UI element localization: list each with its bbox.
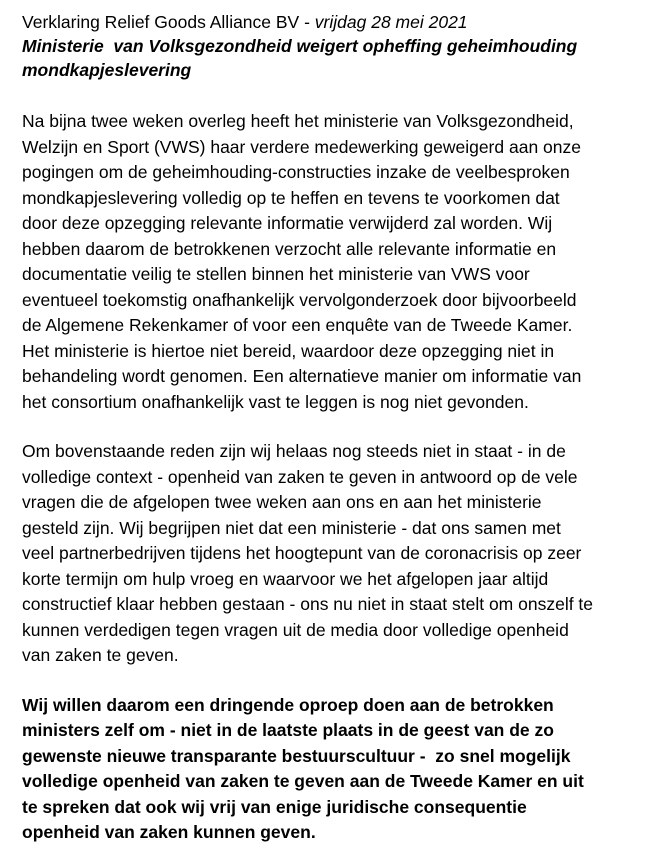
paragraph-line: vragen die de afgelopen twee weken aan ons en aan het ministerie [22, 492, 542, 512]
paragraph-line: Na bijna twee weken overleg heeft het ministerie van Volksgezondheid, [22, 111, 574, 131]
paragraph-line: gewenste nieuwe transparante bestuurscultuur - zo snel mogelijk [22, 745, 571, 766]
paragraph-line: Wij willen daarom een dringende oproep doen aan de betrokken [22, 694, 554, 715]
paragraph-line: constructief klaar hebben gestaan - ons nu niet in staat stelt om onszelf te [22, 594, 594, 614]
paragraph-line: volledige openheid van zaken te geven aan de Tweede Kamer en uit [22, 771, 584, 791]
paragraph-line: het consortium onafhankelijk vast te leggen is nog niet gevonden. [22, 391, 529, 412]
press-statement [22, 10, 637, 846]
headline-line: mondkapjeslevering [22, 60, 192, 80]
paragraph-line: volledige context - openheid van zaken te geven in antwoord op de vele [22, 466, 578, 487]
paragraph-line: door deze opzegging relevante informatie verwijderd zal worden. Wij [22, 213, 553, 233]
headline [22, 34, 637, 82]
paragraph-line: van zaken te geven. [22, 645, 179, 665]
paragraph-line: te spreken dat ook wij vrij van enige juridische consequentie [22, 796, 527, 817]
paragraph-line: veel partnerbedrijven tijdens het hoogtepunt van de coronacrisis op zeer [22, 543, 582, 563]
paragraph-line: pogingen om de geheimhouding-constructies inzake de veelbesproken [22, 162, 570, 182]
paragraph-line: documentatie veilig te stellen binnen het ministerie van VWS voor [22, 264, 530, 284]
paragraph-line: Om bovenstaande reden zijn wij helaas nog steeds niet in staat - in de [22, 441, 566, 461]
paragraph-2 [22, 439, 637, 669]
paragraph-1 [22, 109, 637, 415]
statement-date: vrijdag 28 mei 2021 [314, 12, 468, 32]
paragraph-line: korte termijn om hulp vroeg en waarvoor we het afgelopen jaar altijd [22, 568, 549, 589]
paragraph-line: openheid van zaken kunnen geven. [22, 822, 316, 842]
paragraph-line: ministers zelf om - niet in de laatste plaats in de geest van de zo [22, 720, 554, 740]
paragraph-line: gesteld zijn. Wij begrijpen niet dat een ministerie - dat ons samen met [22, 517, 561, 538]
paragraph-line: kunnen verdedigen tegen vragen uit de media door volledige openheid [22, 619, 569, 640]
paragraph-line: eventueel toekomstig onafhankelijk vervolgonderzoek door bijvoorbeeld [22, 289, 577, 310]
statement-source-line [22, 10, 637, 34]
paragraph-line: hebben daarom de betrokkenen verzocht alle relevante informatie en [22, 238, 557, 259]
paragraph-line: mondkapjeslevering volledig op te heffen en tevens te voorkomen dat [22, 187, 560, 208]
paragraph-line: behandeling wordt genomen. Een alternatieve manier om informatie van [22, 366, 582, 386]
paragraph-line: Welzijn en Sport (VWS) haar verdere medewerking geweigerd aan onze [22, 136, 581, 157]
headline-line: Ministerie van Volksgezondheid weigert opheffing geheimhouding [22, 36, 578, 56]
statement-source: Verklaring Relief Goods Alliance BV - [22, 12, 315, 32]
paragraph-3-appeal [22, 693, 637, 846]
paragraph-line: de Algemene Rekenkamer of voor een enquête van de Tweede Kamer. [22, 315, 573, 335]
paragraph-line: Het ministerie is hiertoe niet bereid, waardoor deze opzegging niet in [22, 340, 555, 361]
